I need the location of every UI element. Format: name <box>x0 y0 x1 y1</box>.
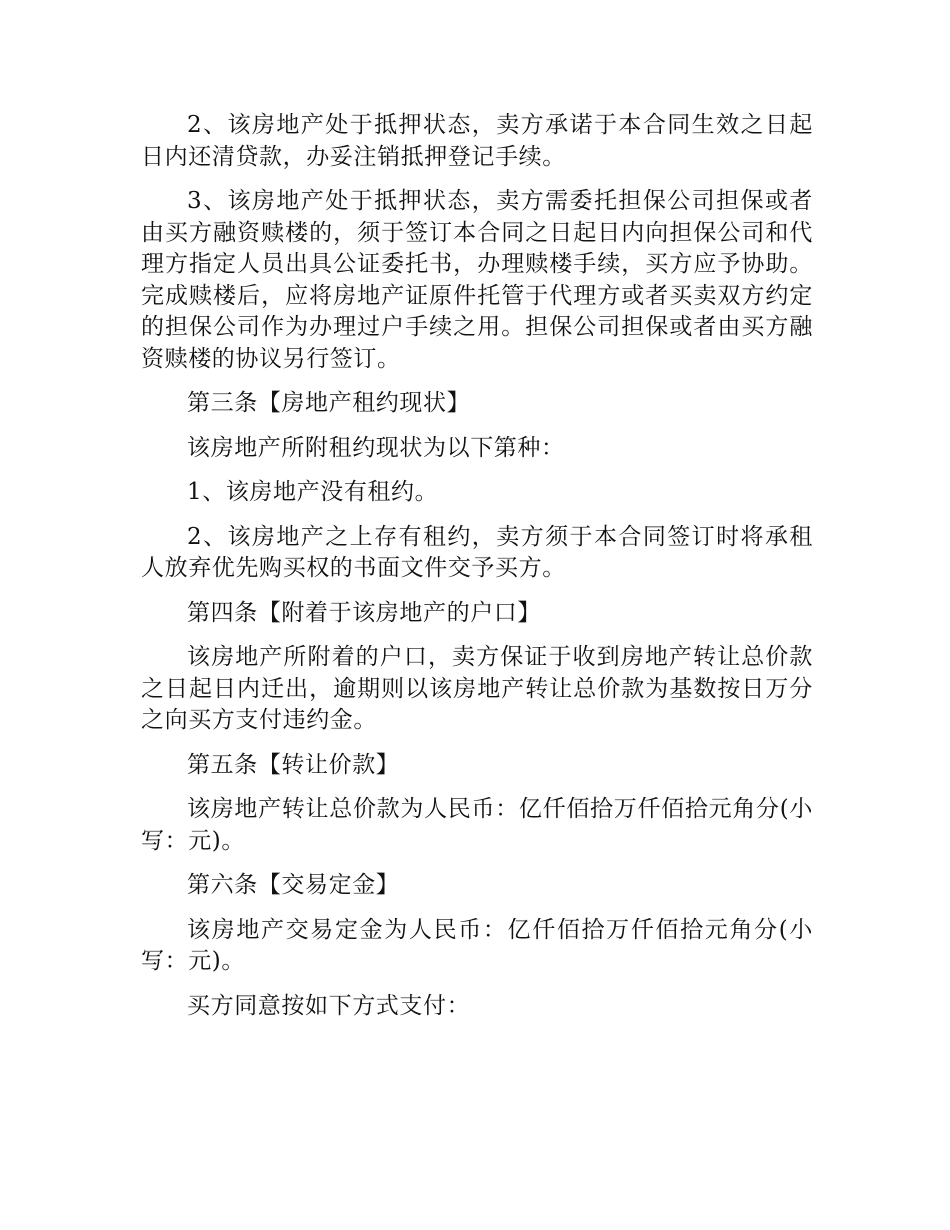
article-5-heading: 第五条【转让价款】 <box>187 751 400 778</box>
article-3-item-2: 2、该房地产之上存有租约，卖方须于本合同签订时将承租人放弃优先购买权的书面文件交予买方。 <box>141 523 813 581</box>
clause-3-mortgage-redemption: 3、该房地产处于抵押状态，卖方需委托担保公司担保或者由买方融资赎楼的，须于签订本合同之日起日内向担保公司和代理方指定人员出具公证委托书，办理赎楼手续，买方应予协助。完成赎楼后，应将房地产证原件托管于代理方或者买卖双方约定的担保公司作为办理过户手续之用。担保公司担保或者由买方融资赎楼的协议另行签订。 <box>141 188 813 372</box>
article-3-item-1: 1、该房地产没有租约。 <box>187 479 439 505</box>
article-3-intro: 该房地产所附租约现状为以下第种： <box>187 434 565 461</box>
payment-method-intro: 买方同意按如下方式支付： <box>187 992 471 1019</box>
article-5-body: 该房地产转让总价款为人民币：亿仟佰拾万仟佰拾元角分(小写：元)。 <box>141 796 813 854</box>
article-4-heading: 第四条【附着于该房地产的户口】 <box>187 599 541 626</box>
article-3-heading: 第三条【房地产租约现状】 <box>187 390 471 416</box>
article-6-body: 该房地产交易定金为人民币：亿仟佰拾万仟佰拾元角分(小写：元)。 <box>141 916 813 974</box>
article-6-heading: 第六条【交易定金】 <box>187 872 400 898</box>
clause-2-mortgage-repay: 2、该房地产处于抵押状态，卖方承诺于本合同生效之日起日内还清贷款，办妥注销抵押登记手续。 <box>141 112 813 170</box>
article-4-body: 该房地产所附着的户口，卖方保证于收到房地产转让总价款之日起日内迁出，逾期则以该房地产转让总价款为基数按日万分之向买方支付违约金。 <box>141 644 813 733</box>
document-body <box>141 110 813 1035</box>
